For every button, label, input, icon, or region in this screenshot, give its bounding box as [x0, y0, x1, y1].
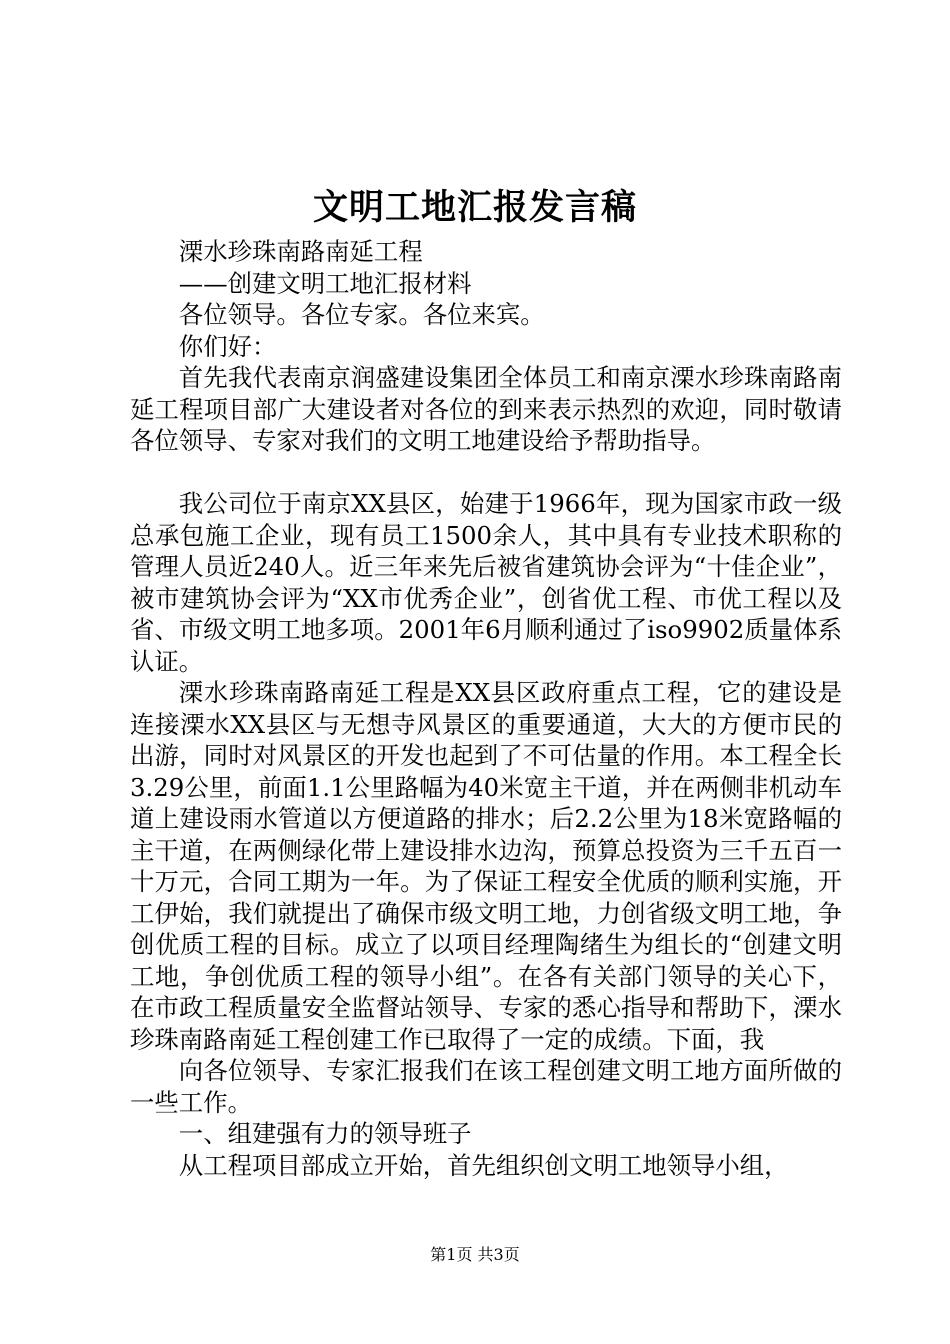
section-heading-1: 一、组建强有力的领导班子 [178, 1119, 472, 1148]
paragraph-subtitle: ——创建文明工地汇报材料 [178, 268, 472, 298]
paragraph-greeting: 你们好： [178, 331, 277, 361]
paragraph-project-name: 溧水珍珠南路南延工程 [178, 237, 423, 266]
document-title: 文明工地汇报发言稿 [312, 187, 637, 228]
paragraph-project-intro: 溧水珍珠南路南延工程是XX县区政府重点工程，它的建设是连接溧水XX县区与无想寺风景区的重要通道，大大的方便市民的出游，同时对风景区的开发也起到了不可估量的作用。本工程全长3.29公里，前面1.1公里路幅为40米宽主干道，并在两侧非机动车道上建设雨水管道以方便道路的排水；后2.2公里为18米宽路幅的主干道，在两侧绿化带上建设排水边沟，预算总投资为三千五百一十万元，合同工期为一年。为了保证工程安全优质的顺利实施，开工伊始，我们就提出了确保市级文明工地，力创省级文明工地，争创优质工程的目标。成立了以项目经理陶绪生为组长的“创建文明工地，争创优质工程的领导小组”。在各有关部门领导的关心下，在市政工程质量安全监督站领导、专家的悉心指导和帮助下，溧水珍珠南路南延工程创建工作已取得了一定的成绩。下面，我 [130, 678, 842, 1054]
paragraph-welcome: 首先我代表南京润盛建设集团全体员工和南京溧水珍珠南路南延工程项目部广大建设者对各位的到来表示热烈的欢迎，同时敬请各位领导、专家对我们的文明工地建设给予帮助指导。 [130, 363, 842, 455]
paragraph-company-intro: 我公司位于南京XX县区，始建于1966年，现为国家市政一级总承包施工企业，现有员工1500余人，其中具有专业技术职称的管理人员近240人。近三年来先后被省建筑协会评为“十佳企业”，被市建筑协会评为“XX市优秀企业”，创省优工程、市优工程以及省、市级文明工地多项。2001年6月顺利通过了iso9902质量体系认证。 [130, 489, 842, 676]
page-footer: 第1页 共3页 [430, 1245, 520, 1264]
paragraph-report-intro: 向各位领导、专家汇报我们在该工程创建文明工地方面所做的一些工作。 [130, 1056, 842, 1117]
document-body [130, 236, 842, 1181]
paragraph-salutation: 各位领导。各位专家。各位来宾。 [178, 300, 545, 329]
paragraph-section-1-start: 从工程项目部成立开始，首先组织创文明工地领导小组， [178, 1150, 789, 1180]
